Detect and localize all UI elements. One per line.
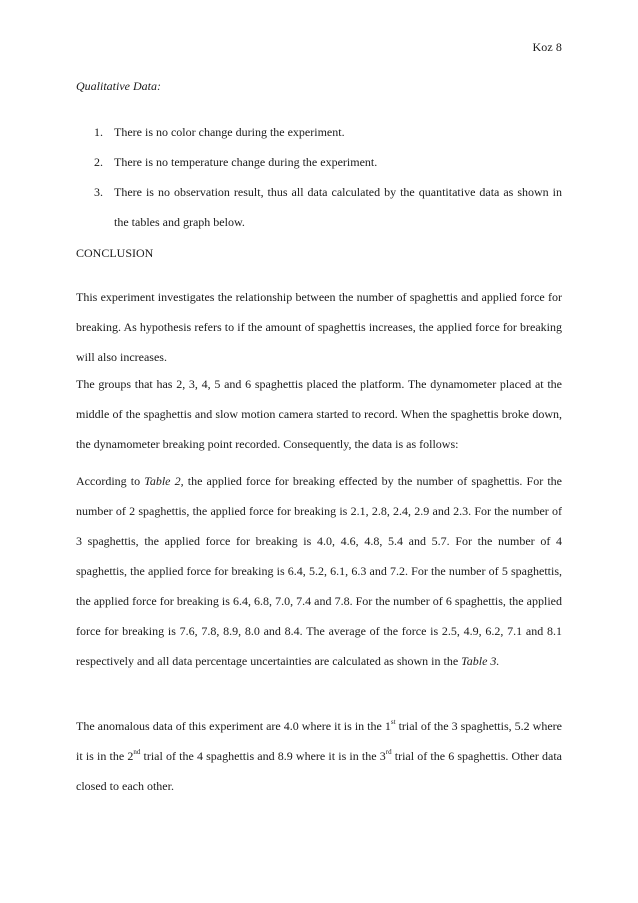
list-item — [94, 177, 562, 237]
list-item-number: 2. — [94, 155, 103, 169]
list-item-text: There is no temperature change during the experiment. — [114, 155, 378, 169]
ordinal-suffix: rd — [385, 748, 392, 756]
qualitative-list — [94, 117, 562, 237]
list-item-text: There is no color change during the experiment. — [114, 125, 345, 139]
list-item-text: There is no observation result, thus all data calculated by the quantitative data as shown in the tables and graph below. — [114, 185, 562, 229]
qualitative-data-heading: Qualitative Data: — [76, 79, 161, 93]
conclusion-paragraph-4 — [76, 711, 562, 801]
paragraph-text: trial of the 6 spaghettis. Other data closed to each other. — [76, 749, 563, 793]
paragraph-text: trial of the 4 spaghettis and 8.9 where it is in the 3 — [140, 749, 386, 763]
ordinal-suffix: nd — [133, 748, 141, 756]
page-header: Koz 8 — [532, 40, 562, 54]
paragraph-text: According to — [76, 474, 145, 488]
list-item-number: 1. — [94, 125, 103, 139]
conclusion-paragraph-1: This experiment investigates the relationship between the number of spaghettis and applied force for breaking. As hypothesis refers to if the amount of spaghettis increases, the applied force for breaking will also increases. — [76, 290, 562, 364]
paragraph-text: trial of the 3 spaghettis, 5.2 where it is in the 2 — [76, 719, 562, 763]
paragraph-text: The anomalous data of this experiment are 4.0 where it is in the 1 — [76, 719, 391, 733]
list-item — [94, 117, 562, 147]
table-reference: Table 2, — [144, 474, 184, 488]
conclusion-paragraph-3 — [76, 466, 562, 676]
list-item-number: 3. — [94, 185, 103, 199]
ordinal-suffix: st — [390, 718, 396, 726]
list-item — [94, 147, 562, 177]
conclusion-heading: CONCLUSION — [76, 246, 154, 260]
paragraph-text: the applied force for breaking effected by the number of spaghettis. For the number of 2 spaghettis, the applied force for breaking is 2.1, 2.8, 2.4, 2.9 and 2.3. For the number of 3 spaghettis, the applied force for breaking is 4.0, 4.6, 4.8, 5.4 and 5.7. For the number of 4 spaghettis, the applied force for breaking is 6.4, 5.2, 6.1, 6.3 and 7.2. For the number of 5 spaghettis, the applied force for breaking is 6.4, 6.8, 7.0, 7.4 and 7.8. For the number of 6 spaghettis, the applied force for breaking is 7.6, 7.8, 8.9, 8.0 and 8.4. The average of the force is 2.5, 4.9, 6.2, 7.1 and 8.1 respectively and all data percentage uncertainties are calculated as shown in the — [76, 474, 563, 668]
table-reference: Table 3. — [461, 654, 500, 668]
conclusion-paragraph-2: The groups that has 2, 3, 4, 5 and 6 spaghettis placed the platform. The dynamometer placed at the middle of the spaghettis and slow motion camera started to record. When the spaghettis broke down, the dynamometer breaking point recorded. Consequently, the data is as follows: — [76, 377, 562, 451]
